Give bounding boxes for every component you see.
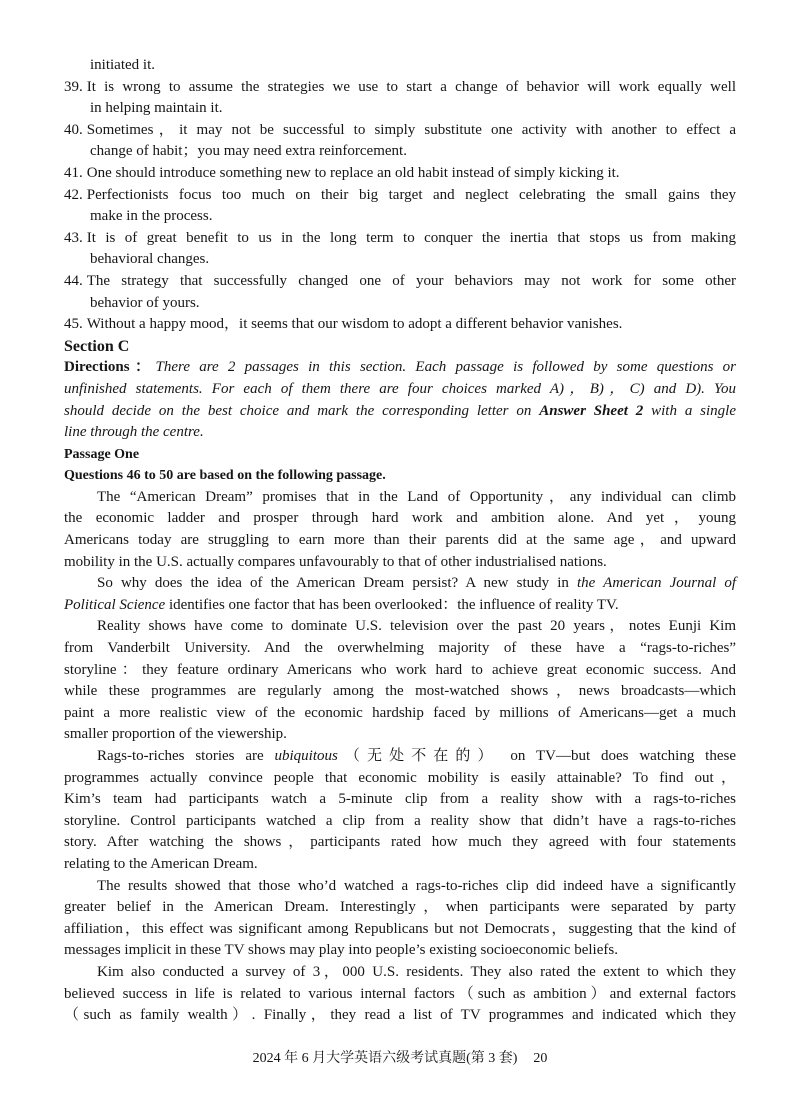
question-number: 42. <box>64 186 83 203</box>
question-number: 40. <box>64 121 83 138</box>
section-title: Section C <box>64 337 130 355</box>
passage-paragraph <box>64 573 736 616</box>
passage-line: while these programmes are regularly among the most-watched shows，news broadcasts—which <box>64 683 736 700</box>
passage-line: story. After watching the shows，participants rated how much they agreed with four statements <box>64 834 736 851</box>
question-number: 39. <box>64 78 83 95</box>
directions-text: should decide on the best choice and mark the corresponding letter on <box>64 402 540 419</box>
passage-paragraph <box>64 487 736 573</box>
question-item-44 <box>64 271 736 314</box>
passage-line: greater belief in the American Dream. Interestingly，when participants were separated by party <box>64 899 736 916</box>
directions-label: Directions： <box>64 359 156 376</box>
question-item-40 <box>64 120 736 163</box>
question-line: make in the process. <box>90 208 213 225</box>
question-line: behavior of yours. <box>90 294 200 311</box>
page-footer <box>0 1049 800 1069</box>
passage-text: （无处不在的） on TV—but does watching these <box>337 748 736 764</box>
question-item-41 <box>64 163 736 185</box>
passage-paragraph <box>64 616 736 746</box>
directions-line <box>64 422 736 444</box>
question-list <box>64 55 736 336</box>
question-line <box>64 228 736 250</box>
passage-line: Americans today are struggling to earn more than their parents did at the same age，and upward <box>64 532 736 549</box>
passage-line: from Vanderbilt University. And the overwhelming majority of these have a “rags-to-riches” <box>64 640 736 657</box>
passage-line: （such as family wealth）. Finally，they read a list of TV programmes and indicated which they <box>64 1007 736 1024</box>
passage-line: relating to the American Dream. <box>64 855 258 872</box>
passage-line: the economic ladder and prosper through hard work and ambition alone. And yet，young <box>64 510 736 527</box>
directions-line <box>64 401 736 423</box>
passage-line: messages implicit in these TV shows may play into people’s existing socioeconomic beliefs. <box>64 942 618 959</box>
question-line <box>64 163 736 185</box>
passage-line <box>64 746 736 768</box>
journal-title: the American Journal of <box>577 575 737 592</box>
question-number: 45. <box>64 316 83 333</box>
passage-line <box>64 595 736 617</box>
question-text: It is of great benefit to us in the long term to conquer the inertia that stops us from making <box>86 229 736 246</box>
passage-line: storyline. Control participants watched a clip from a reality show that didn’t have a rags-to-riches <box>64 812 736 829</box>
passage-line: mobility in the U.S. actually compares unfavourably to that of other industrialised nations. <box>64 553 607 570</box>
question-text: Perfectionists focus too much on their big target and neglect celebrating the small gains they <box>86 186 736 203</box>
question-line <box>64 185 736 207</box>
passage-line: storyline：they feature ordinary Americans who work hard to achieve great economic success. And <box>64 661 736 678</box>
passage-line: believed success in life is related to various internal factors（such as ambition）and external factors <box>64 985 736 1002</box>
passage-line: Kim’s team had participants watch a 5-minute clip from a reality show with a rags-to-riches <box>64 791 736 808</box>
footer-title: 2024 年 6 月大学英语六级考试真题(第 3 套) <box>252 1051 518 1066</box>
passage-paragraph <box>64 746 736 876</box>
question-number: 43. <box>64 229 83 246</box>
question-line <box>64 271 736 293</box>
passage-intro: Questions 46 to 50 are based on the following passage. <box>64 468 386 484</box>
directions-text: with a single <box>643 402 736 419</box>
passage-one <box>64 444 736 1027</box>
question-line: in helping maintain it. <box>90 100 223 117</box>
carry-over-line: initiated it. <box>90 57 155 73</box>
directions-text: unfinished statements. For each of them there are four choices marked A)，B)，C) and D). You <box>64 380 736 397</box>
question-number: 41. <box>64 164 83 181</box>
passage-text: identifies one factor that has been overlooked：the influence of reality TV. <box>165 596 619 613</box>
passage-text: So why does the idea of the American Dream persist? A new study in <box>97 575 577 592</box>
question-text: One should introduce something new to replace an old habit instead of simply kicking it. <box>86 164 620 181</box>
passage-line: programmes actually convince people that economic mobility is easily attainable? To find out， <box>64 769 736 786</box>
exam-page-body <box>64 55 736 1027</box>
question-item-45 <box>64 314 736 336</box>
question-line <box>64 120 736 142</box>
question-item-39 <box>64 77 736 120</box>
page-number: 20 <box>533 1051 548 1066</box>
passage-paragraph <box>64 876 736 962</box>
passage-heading: Passage One <box>64 446 140 462</box>
glossed-word: ubiquitous <box>274 748 338 764</box>
directions-text: line through the centre. <box>64 424 204 441</box>
passage-line: The “American Dream” promises that in the Land of Opportunity，any individual can climb <box>97 488 736 505</box>
passage-text: Rags-to-riches stories are <box>97 748 275 764</box>
directions-line <box>64 379 736 401</box>
question-line: behavioral changes. <box>90 251 210 268</box>
directions <box>64 357 736 443</box>
question-item-43 <box>64 228 736 271</box>
question-line: change of habit；you may need extra reinforcement. <box>90 143 407 160</box>
passage-line: smaller proportion of the viewership. <box>64 726 287 743</box>
passage-line: Reality shows have come to dominate U.S. television over the past 20 years，notes Eunji Kim <box>97 618 736 635</box>
directions-text: There are 2 passages in this section. Each passage is followed by some questions or <box>155 359 736 376</box>
question-line <box>64 314 736 336</box>
question-text: Without a happy mood，it seems that our wisdom to adopt a different behavior vanishes. <box>86 316 623 333</box>
journal-title: Political Science <box>64 596 166 613</box>
question-text: Sometimes，it may not be successful to simply substitute one activity with another to effect a <box>86 121 736 138</box>
question-text: It is wrong to assume the strategies we use to start a change of behavior will work equally well <box>86 78 736 95</box>
answer-sheet-label: Answer Sheet 2 <box>539 402 644 419</box>
section-c <box>64 336 736 444</box>
passage-paragraph <box>64 962 736 1027</box>
question-number: 44. <box>64 272 83 289</box>
question-item-42 <box>64 185 736 228</box>
passage-line <box>64 573 736 595</box>
passage-line: The results showed that those who’d watched a rags-to-riches clip did indeed have a significantly <box>97 877 736 894</box>
passage-line: affiliation，this effect was significant among Republicans but not Democrats，suggesting that the kind of <box>64 920 736 937</box>
question-text: The strategy that successfully changed one of your behaviors may not work for some other <box>86 272 736 289</box>
passage-line: paint a more realistic view of the economic hardship faced by millions of Americans—get a much <box>64 704 736 721</box>
question-line <box>64 77 736 99</box>
passage-line: Kim also conducted a survey of 3，000 U.S. residents. They also rated the extent to which they <box>97 963 736 980</box>
directions-line <box>64 357 736 379</box>
